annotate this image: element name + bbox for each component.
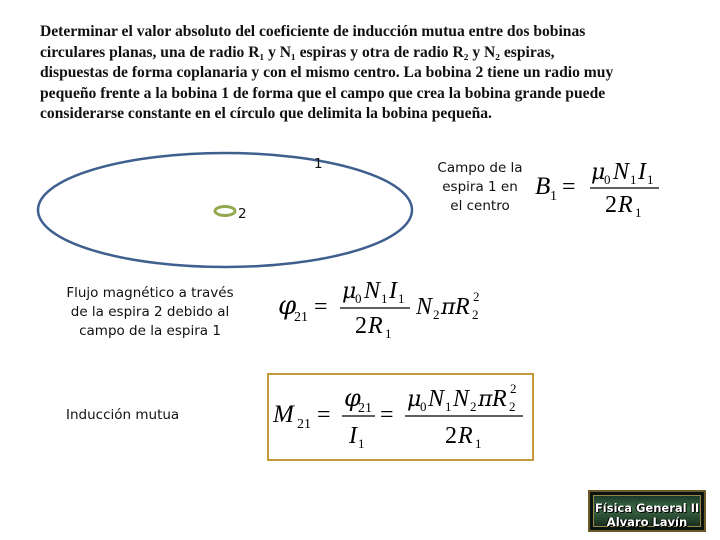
svg-text:N: N [453,386,470,412]
svg-text:R: R [492,386,507,412]
svg-text:R: R [458,423,473,449]
svg-text:1: 1 [398,291,405,306]
svg-text:1: 1 [635,205,642,220]
svg-text:1: 1 [647,172,654,187]
svg-text:1: 1 [381,291,388,306]
course-logo [588,490,706,532]
svg-text:1: 1 [630,172,637,187]
svg-text:N: N [613,159,630,185]
svg-text:π: π [441,295,456,320]
svg-text:1: 1 [445,399,452,414]
svg-text:=: = [314,294,328,320]
svg-text:I: I [638,159,646,185]
problem-line-1: Determinar el valor absoluto del coeficiente de inducción mutua entre dos bobinas [40,23,586,40]
svg-text:0: 0 [604,172,611,187]
svg-text:1: 1 [358,436,365,451]
svg-text:μ: μ [591,160,606,185]
problem-line-5: considerarse constante en el círculo que delimita la bobina pequeña. [40,105,492,122]
problem-line-3: dispuestas de forma coplanaria y con el mismo centro. La bobina 2 tiene un radio muy [40,64,614,81]
svg-text:2: 2 [509,399,516,414]
svg-text:2: 2 [510,381,517,396]
svg-text:I: I [389,278,397,304]
svg-text:1: 1 [550,189,557,204]
formula-b1 [535,154,665,220]
problem-line-2: circulares planas, una de radio R₁ y N₁ espiras y otra de radio R₂ y N₂ espiras, [40,43,555,61]
svg-text:21: 21 [297,417,311,432]
svg-text:2: 2 [605,192,617,218]
svg-text:π: π [478,387,493,412]
svg-text:2: 2 [473,289,480,304]
svg-text:φ: φ [278,291,297,321]
coil-2-label: 2 [238,206,247,222]
field-center-label: Campo de la espira 1 en el centro [437,160,523,214]
problem-line-4: pequeño frente a la bobina 1 de forma que el campo que crea la bobina grande puede [40,84,606,102]
svg-text:0: 0 [420,399,427,414]
svg-text:21: 21 [358,401,372,416]
svg-text:1: 1 [475,436,482,451]
svg-text:B: B [535,173,551,200]
logo-line-2: Alvaro Lavín [606,515,688,529]
svg-text:=: = [380,402,394,428]
svg-text:N: N [428,386,445,412]
svg-text:1: 1 [385,326,392,341]
mutual-induction-label: Inducción mutua [66,407,180,423]
svg-text:μ: μ [407,387,422,412]
svg-text:N: N [364,278,381,304]
svg-text:N: N [416,294,433,320]
svg-text:2: 2 [355,313,367,339]
svg-text:I: I [349,423,357,449]
svg-text:2: 2 [445,423,457,449]
svg-text:21: 21 [294,310,308,325]
svg-text:φ: φ [344,384,361,412]
coil-2-ellipse [215,207,235,216]
coil-1-label: 1 [314,156,323,172]
svg-text:2: 2 [433,307,440,322]
formula-phi21 [276,270,496,344]
formula-m21-box [267,373,534,461]
flux-label: Flujo magnético a través de la espira 2 debido al campo de la espira 1 [66,285,234,339]
svg-text:μ: μ [342,279,357,304]
svg-text:R: R [618,192,633,218]
logo-line-1: Física General II [594,501,700,515]
svg-text:0: 0 [355,291,362,306]
svg-text:2: 2 [470,399,477,414]
svg-text:2: 2 [472,307,479,322]
svg-text:M: M [273,401,294,428]
formula-m21 [269,375,532,459]
svg-text:R: R [368,313,383,339]
svg-text:=: = [317,402,331,428]
coil-1-ellipse [38,153,412,267]
svg-text:=: = [562,174,576,200]
svg-text:R: R [455,294,470,320]
